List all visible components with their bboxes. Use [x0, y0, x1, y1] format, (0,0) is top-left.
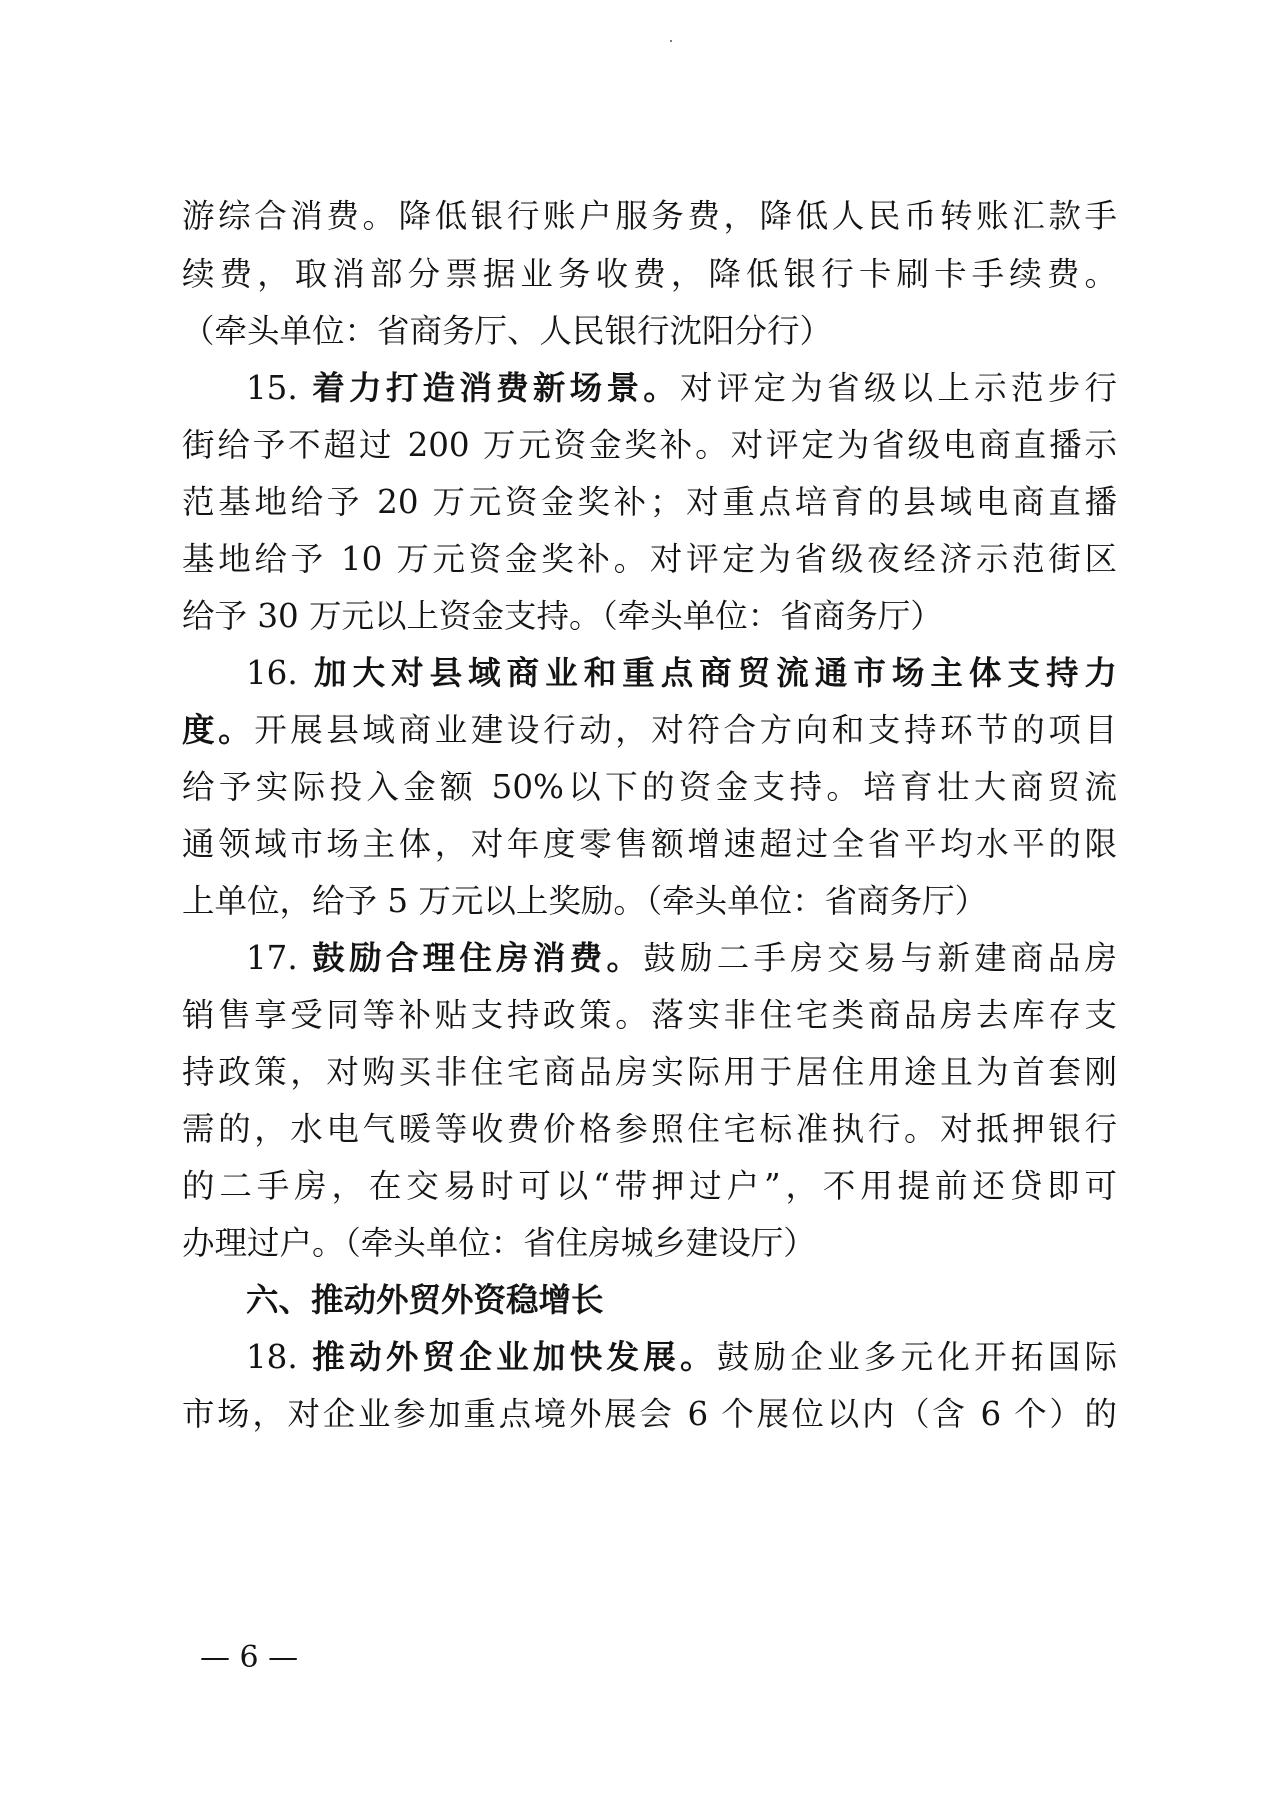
text-segment: 续费，取消部分票据业务收费，降低银行卡刷卡手续费。	[182, 255, 1117, 293]
text-segment: 街给予不超过 200 万元资金奖补。对评定为省级电商直播示	[182, 426, 1117, 464]
text-line	[182, 586, 1117, 646]
text-segment: 鼓励二手房交易与新建商品房	[643, 939, 1117, 977]
text-line	[182, 1384, 1117, 1444]
text-segment: 销售享受同等补贴支持政策。落实非住宅类商品房去库存支	[182, 996, 1117, 1034]
text-segment: 鼓励企业多元化开拓国际	[716, 1338, 1117, 1376]
bold-segment: 加大对县域商业和重点商贸流通市场主体支持力	[314, 653, 1117, 692]
text-segment: 给予 30 万元以上资金支持。（牵头单位：省商务厅）	[182, 597, 943, 635]
text-line	[182, 814, 1117, 874]
bold-segment: 推动外贸企业加快发展。	[312, 1337, 717, 1376]
bold-segment: 六、推动外贸外资稳增长	[246, 1280, 604, 1319]
text-line	[182, 415, 1117, 475]
text-line	[182, 301, 1117, 361]
bold-segment: 鼓励合理住房消费。	[312, 938, 644, 977]
text-line	[182, 529, 1117, 589]
scan-speck	[670, 40, 672, 42]
text-segment: 市场，对企业参加重点境外展会 6 个展位以内（含 6 个）的	[182, 1395, 1117, 1433]
text-segment: 17.	[246, 939, 313, 977]
text-segment: 需的，水电气暖等收费价格参照住宅标准执行。对抵押银行	[182, 1110, 1117, 1148]
text-line	[182, 472, 1117, 532]
bold-segment: 着力打造消费新场景。	[312, 368, 680, 407]
text-line	[182, 1213, 1117, 1273]
text-segment: 开展县域商业建设行动，对符合方向和支持环节的项目	[254, 711, 1117, 749]
text-line	[182, 1042, 1117, 1102]
text-segment: 范基地给予 20 万元资金奖补；对重点培育的县域电商直播	[182, 483, 1117, 521]
item-18-first-line	[246, 1327, 1117, 1387]
text-line	[182, 244, 1117, 304]
text-segment: 游综合消费。降低银行账户服务费，降低人民币转账汇款手	[182, 197, 1117, 235]
text-segment: （牵头单位：省商务厅、人民银行沈阳分行）	[182, 312, 833, 350]
text-segment: 给予实际投入金额 50%以下的资金支持。培育壮大商贸流	[182, 768, 1117, 806]
text-line	[182, 700, 1117, 760]
page-number: — 6 —	[200, 1640, 299, 1675]
text-segment: 对评定为省级以上示范步行	[680, 369, 1117, 407]
text-line	[182, 985, 1117, 1045]
item-15-first-line	[246, 358, 1117, 418]
item-17-first-line	[246, 928, 1117, 988]
item-16-first-line	[246, 643, 1117, 703]
text-segment: 18.	[246, 1338, 313, 1376]
text-line	[182, 186, 1117, 246]
text-line	[182, 757, 1117, 817]
text-segment: 的二手房，在交易时可以“带押过户”，不用提前还贷即可	[182, 1167, 1117, 1205]
text-segment: 15.	[246, 369, 313, 407]
bold-segment: 度。	[182, 710, 255, 749]
text-segment: 上单位，给予 5 万元以上奖励。（牵头单位：省商务厅）	[182, 882, 988, 920]
text-segment: 16.	[246, 654, 315, 692]
text-segment: 持政策，对购买非住宅商品房实际用于居住用途且为首套刚	[182, 1053, 1117, 1091]
text-line	[182, 1099, 1117, 1159]
text-line	[182, 1156, 1117, 1216]
text-segment: 通领域市场主体，对年度零售额增速超过全省平均水平的限	[182, 825, 1117, 863]
text-segment: 基地给予 10 万元资金奖补。对评定为省级夜经济示范街区	[182, 540, 1117, 578]
section-heading	[246, 1270, 1117, 1330]
text-segment: 办理过户。（牵头单位：省住房城乡建设厅）	[182, 1224, 816, 1262]
text-line	[182, 871, 1117, 931]
